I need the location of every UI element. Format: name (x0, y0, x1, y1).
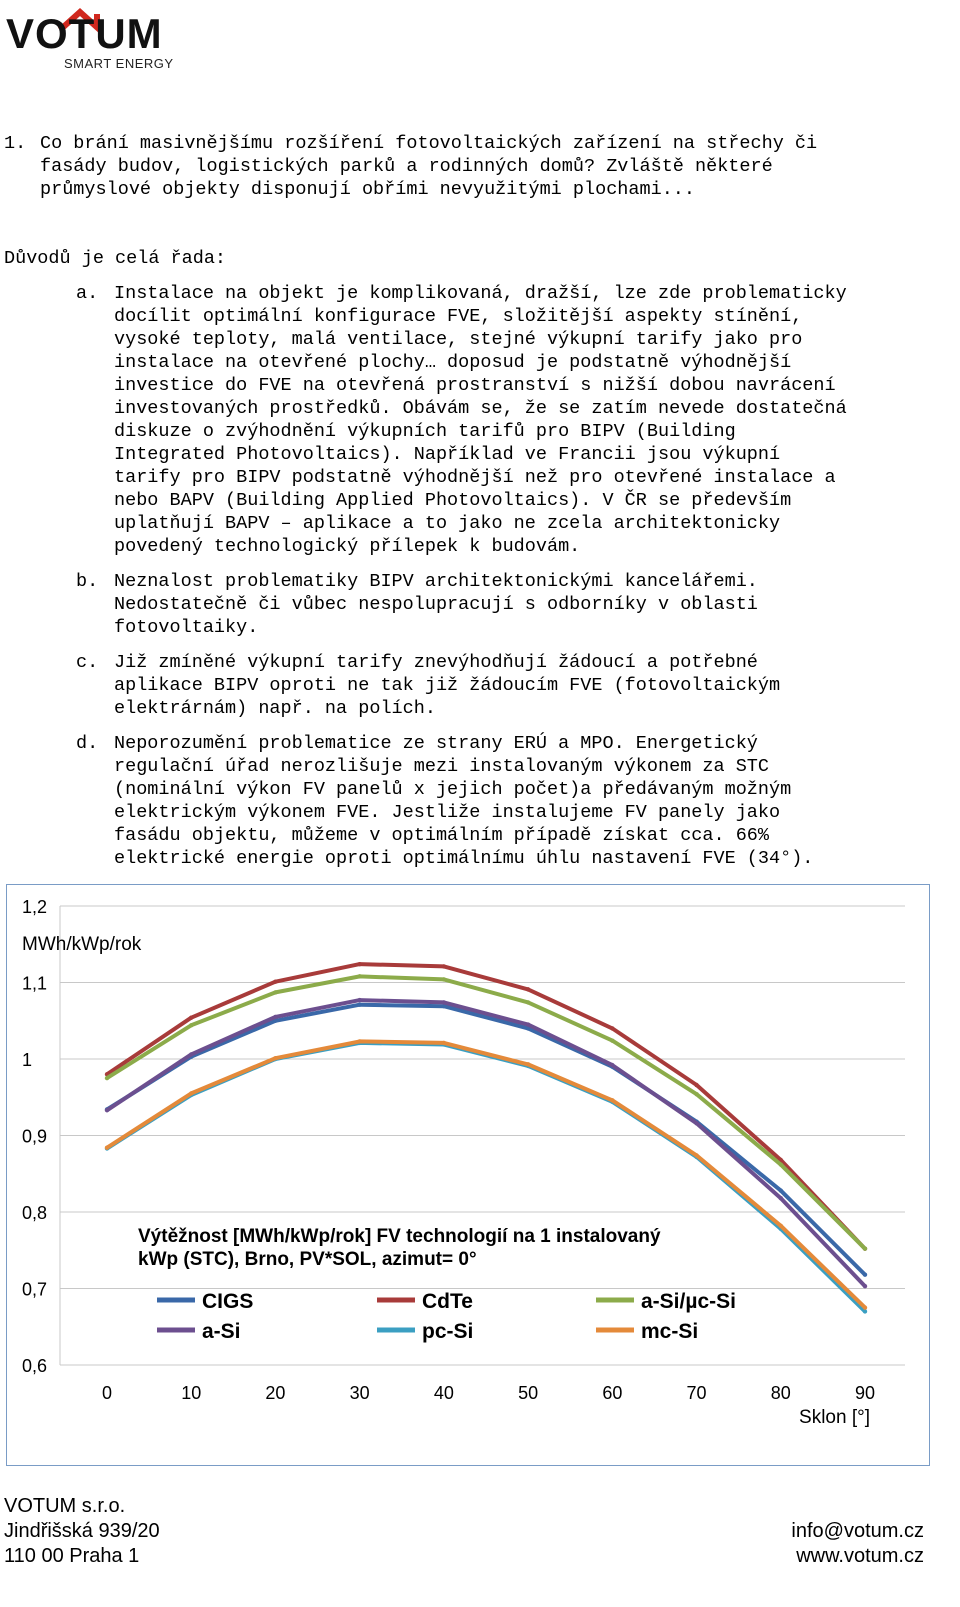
footer-street: Jindřišská 939/20 (4, 1520, 160, 1542)
legend-label: CdTe (422, 1290, 473, 1313)
footer-city: 110 00 Praha 1 (4, 1545, 140, 1567)
reason-line: instalace na otevřené plochy… doposud je podstatně výhodnější (114, 352, 792, 373)
logo-tagline: SMART ENERGY (64, 56, 174, 71)
chart-title-line: kWp (STC), Brno, PV*SOL, azimut= 0° (138, 1249, 477, 1270)
reason-c (76, 651, 936, 720)
reason-line: investovaných prostředků. Obávám se, že se zatím nevede dostatečná (114, 398, 847, 419)
x-tick-label: 80 (770, 1383, 791, 1403)
footer-company: VOTUM s.r.o. (4, 1495, 126, 1517)
reason-body (114, 732, 936, 870)
reason-line: vysoké teploty, malá ventilace, stejné výkupní tarify jako pro (114, 329, 803, 350)
reason-a (76, 282, 936, 558)
reason-letter: d. (76, 733, 99, 754)
reason-line: investice do FVE na otevřená prostranství s nižší dobou navrácení (114, 375, 836, 396)
x-tick-label: 90 (854, 1383, 876, 1403)
reason-line: (nominální výkon FV panelů x jejich počet)a předávaným možným (114, 779, 792, 800)
question-number: 1. (4, 133, 27, 154)
reason-letter: a. (76, 283, 99, 304)
x-tick-label: 10 (181, 1383, 202, 1403)
reason-line: povedený technologický přílepek k budovám. (114, 536, 581, 557)
legend-label: pc-Si (422, 1320, 474, 1343)
reason-line: docílit optimální konfigurace FVE, složitější aspekty stínění, (114, 306, 803, 327)
answer-intro: Důvodů je celá řada: (4, 248, 227, 269)
y-axis-label: MWh/kWp/rok (22, 934, 142, 955)
question-line: Co brání masivnějšímu rozšíření fotovoltaických zařízení na střechy či (40, 133, 818, 154)
question (4, 132, 934, 201)
y-tick-label: 1,1 (22, 973, 48, 994)
reason-line: elektrárnám) např. na polích. (114, 698, 436, 719)
chart-frame (6, 884, 930, 1466)
x-tick-label: 50 (518, 1383, 539, 1403)
x-tick-label: 70 (686, 1383, 707, 1403)
reason-line: Neznalost problematiky BIPV architektonickými kancelářemi. (114, 571, 758, 592)
reason-b (76, 570, 936, 639)
reason-line: Již zmíněné výkupní tarify znevýhodňují žádoucí a potřebné (114, 652, 758, 673)
question-line: průmyslové objekty disponují obřími nevyužitými plochami... (40, 179, 696, 200)
votum-logo (4, 4, 204, 74)
x-tick-label: 60 (602, 1383, 623, 1403)
reason-line: fotovoltaiky. (114, 617, 259, 638)
reason-line: nebo BAPV (Building Applied Photovoltaics). V ČR se především (114, 490, 792, 511)
reason-line: Integrated Photovoltaics). Například ve Francii jsou výkupní (114, 444, 781, 465)
logo-text: VOTUM (6, 10, 163, 57)
reason-body (114, 282, 936, 558)
x-tick-label: 30 (349, 1383, 370, 1403)
y-tick-label: 0,8 (22, 1203, 48, 1223)
reason-line: aplikace BIPV oproti ne tak již žádoucím FVE (fotovoltaickým (114, 675, 781, 696)
reason-line: elektrické energie oproti optimálnímu úhlu nastavení FVE (34°). (114, 848, 814, 869)
legend-label: mc-Si (641, 1320, 699, 1343)
footer-contact (791, 1519, 924, 1569)
reason-line: Neporozumění problematice ze strany ERÚ a MPO. Energetický (114, 733, 758, 754)
reason-line: fasádu objektu, můžeme v optimálním případě získat cca. 66% (114, 825, 770, 846)
reason-line: uplatňují BAPV – aplikace a to jako ne zcela architektonicky (114, 513, 781, 534)
y-tick-label: 0,6 (22, 1356, 48, 1376)
chart-title-line: Výtěžnost [MWh/kWp/rok] FV technologií na 1 instalovaný (138, 1226, 661, 1247)
footer-address (4, 1494, 160, 1569)
legend-label: a-Si (202, 1320, 241, 1343)
y-tick-label: 1 (22, 1050, 33, 1070)
reason-body (114, 570, 936, 639)
reason-letter: b. (76, 571, 99, 592)
reason-line: tarify pro BIPV podstatně výhodnější než pro otevřené instalace a (114, 467, 836, 488)
reason-line: regulační úřad nerozlišuje mezi instalovaným výkonem za STC (114, 756, 770, 777)
y-tick-label: 1,2 (22, 897, 48, 917)
x-tick-label: 0 (101, 1383, 113, 1403)
legend-label: CIGS (202, 1290, 254, 1313)
y-tick-label: 0,9 (22, 1126, 48, 1147)
reason-line: elektrickým výkonem FVE. Jestliže instalujeme FV panely jako (114, 802, 781, 823)
reason-letter: c. (76, 652, 99, 673)
reason-line: Instalace na objekt je komplikovaná, dražší, lze zde problematicky (114, 283, 847, 304)
y-tick-label: 0,7 (22, 1279, 48, 1300)
reason-body (114, 651, 936, 720)
x-axis-label: Sklon [°] (799, 1407, 870, 1428)
footer-email[interactable]: info@votum.cz (791, 1520, 924, 1542)
question-line: fasády budov, logistických parků a rodinných domů? Zvláště některé (40, 156, 773, 177)
reason-line: Nedostatečně či vůbec nespolupracují s odborníky v oblasti (114, 594, 758, 615)
x-tick-label: 40 (433, 1383, 454, 1403)
reason-d (76, 732, 936, 870)
x-tick-label: 20 (265, 1383, 286, 1403)
reason-line: diskuze o zvýhodnění výkupních tarifů pro BIPV (Building (114, 421, 736, 442)
legend-label: a-Si/µc-Si (641, 1290, 736, 1313)
footer-web[interactable]: www.votum.cz (796, 1545, 924, 1567)
